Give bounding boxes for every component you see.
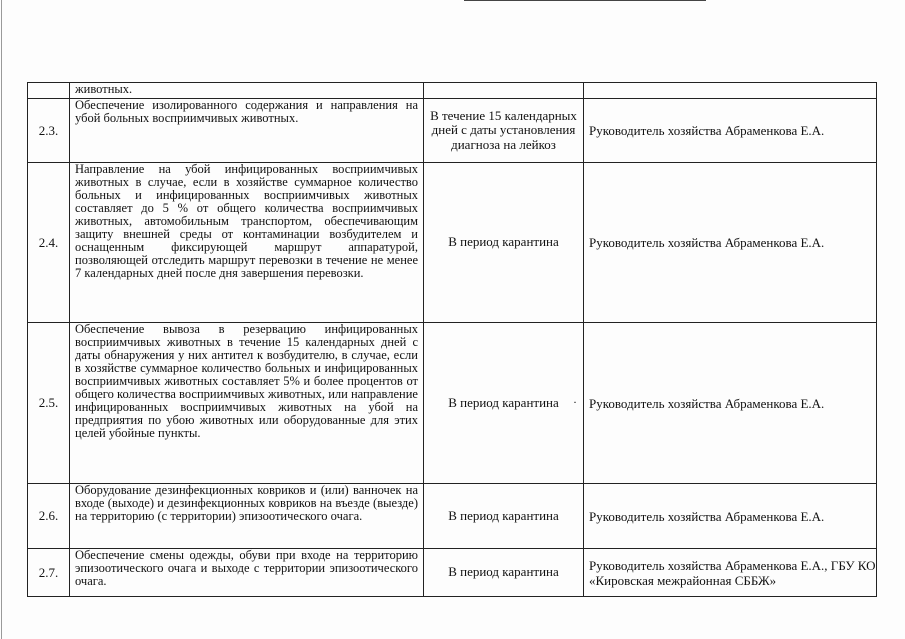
- measure-responsible: Руководитель хозяйства Абраменкова Е.А.: [584, 99, 877, 163]
- measures-table: [27, 82, 877, 597]
- measure-responsible: [584, 83, 877, 99]
- row-number: 2.3.: [28, 99, 70, 163]
- measure-term: В период карантина: [424, 163, 584, 323]
- row-number: 2.5.: [28, 323, 70, 484]
- stray-mark: ·: [573, 395, 577, 409]
- measure-term: [424, 83, 584, 99]
- table-row: [28, 83, 877, 99]
- measure-description: [70, 99, 424, 163]
- row-number: 2.6.: [28, 484, 70, 549]
- measure-description-text: Оборудование дезинфекционных ковриков и (или) ванночек на входе (выходе) и дезинфекционных ковриков на въезде (выезде) на территорию (с территории) эпизоотического очага.: [75, 483, 418, 523]
- measure-responsible: Руководитель хозяйства Абраменкова Е.А.: [584, 163, 877, 323]
- table-row: [28, 484, 877, 549]
- measure-description: [70, 549, 424, 597]
- measure-responsible: Руководитель хозяйства Абраменкова Е.А., ГБУ КО «Кировская межрайонная СББЖ»: [584, 549, 877, 597]
- table-row: [28, 163, 877, 323]
- measure-term: [424, 323, 584, 484]
- measure-responsible: Руководитель хозяйства Абраменкова Е.А.: [584, 484, 877, 549]
- top-rule: [464, 0, 706, 1]
- table-row: [28, 549, 877, 597]
- measure-description: [70, 484, 424, 549]
- measure-term: В течение 15 календарных дней с даты установления диагноза на лейкоз: [424, 99, 584, 163]
- table-row: [28, 99, 877, 163]
- measure-description: [70, 163, 424, 323]
- measure-term: В период карантина: [424, 484, 584, 549]
- measure-description-text: Обеспечение вывоза в резервацию инфицированных восприимчивых животных в течение 15 календарных дней с даты обнаружения у них антител к возбудителю, в случае, если в хозяйстве суммарное количество больных и инфицированных восприимчивых животных составляет 5% и более процентов от общего количества восприимчивых животных, или направление инфицированных восприимчивых животных на убой на предприятия по убою животных или оборудованные для этих целей убойные пункты.: [75, 322, 418, 440]
- measure-description: [70, 83, 424, 99]
- row-number: 2.4.: [28, 163, 70, 323]
- table-row: [28, 323, 877, 484]
- measure-description-text: Обеспечение изолированного содержания и направления на убой больных восприимчивых животных.: [75, 98, 418, 125]
- page-edge-line: [1, 0, 2, 639]
- row-number: 2.7.: [28, 549, 70, 597]
- measure-description-text: животных.: [75, 82, 133, 96]
- measure-description-text: Направление на убой инфицированных восприимчивых животных в случае, если в хозяйстве суммарное количество больных и инфицированных восприимчивых животных составляет до 5 % от общего количества восприимчивых животных, автомобильным транспортом, обеспечивающим защиту внешней среды от контаминации возбудителем и оснащенным фиксирующей маршрут аппаратурой, позволяющей отследить маршрут перевозки в течение не менее 7 календарных дней после дня завершения перевозки.: [75, 162, 418, 280]
- measure-description-text: Обеспечение смены одежды, обуви при входе на территорию эпизоотического очага и выходе с территории эпизоотического очага.: [75, 548, 418, 588]
- measure-description: [70, 323, 424, 484]
- measure-responsible: Руководитель хозяйства Абраменкова Е.А.: [584, 323, 877, 484]
- measure-term-text: В период карантина: [448, 394, 559, 410]
- row-number: [28, 83, 70, 99]
- measure-term: В период карантина: [424, 549, 584, 597]
